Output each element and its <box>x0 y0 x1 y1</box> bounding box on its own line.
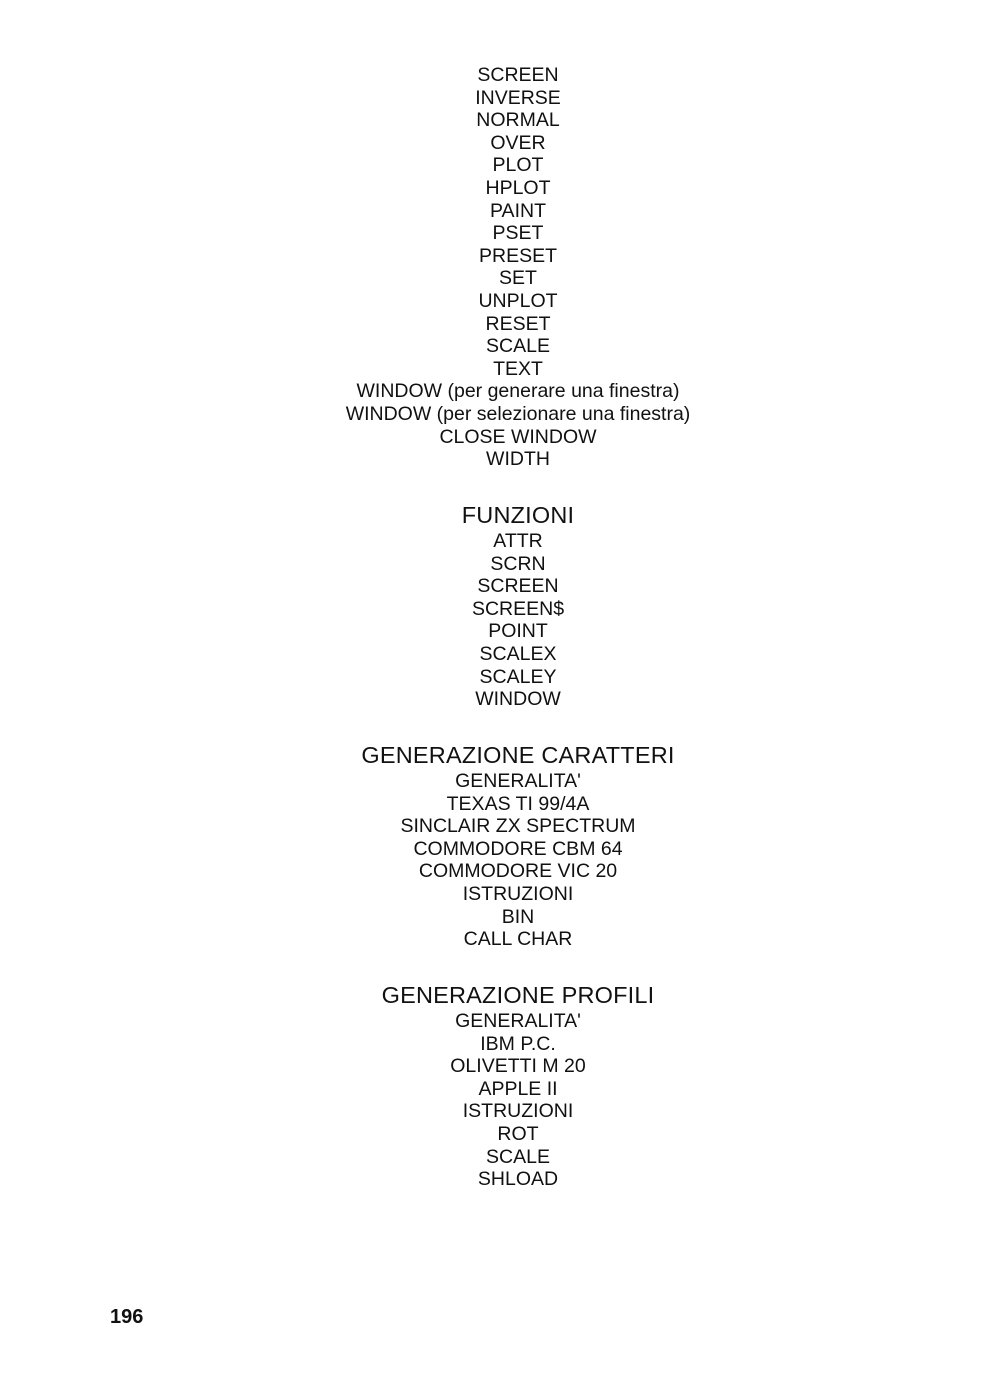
list-item: HPLOT <box>485 176 551 199</box>
list-item: TEXT <box>493 357 543 380</box>
list-item: WINDOW (per generare una finestra) <box>356 380 680 403</box>
list-item: ATTR <box>493 530 543 552</box>
list-item: SINCLAIR ZX SPECTRUM <box>400 815 636 838</box>
list-item: COMMODORE CBM 64 <box>413 837 623 860</box>
list-item: PAINT <box>490 199 546 222</box>
list-item: PRESET <box>478 244 558 267</box>
list-item: APPLE II <box>478 1077 558 1100</box>
list-item: IBM P.C. <box>480 1032 556 1055</box>
list-item: SET <box>499 267 537 290</box>
list-item: SCREEN$ <box>471 597 565 620</box>
list-item: OVER <box>490 131 546 154</box>
list-item: ROT <box>497 1122 539 1145</box>
list-item: INVERSE <box>475 86 561 109</box>
list-item: PSET <box>492 222 544 245</box>
list-item: CALL CHAR <box>463 928 573 951</box>
list-item: SCALEY <box>479 665 557 688</box>
list-item: WIDTH <box>486 448 550 471</box>
list-item: SHLOAD <box>477 1168 559 1191</box>
list-item: COMMODORE VIC 20 <box>418 860 618 883</box>
generazione-caratteri-section <box>0 740 988 951</box>
list-item: TEXAS TI 99/4A <box>446 792 590 815</box>
commands-list <box>0 64 988 471</box>
list-item: OLIVETTI M 20 <box>450 1055 586 1078</box>
list-item: SCALEX <box>479 642 557 665</box>
section-heading-generazione-profili: GENERAZIONE PROFILI <box>381 982 655 1008</box>
list-item: GENERALITA' <box>455 1010 581 1032</box>
section-heading-funzioni: FUNZIONI <box>461 502 575 528</box>
list-item: ISTRUZIONI <box>462 882 574 905</box>
funzioni-section <box>0 500 988 711</box>
list-item: SCREEN <box>477 575 559 598</box>
list-item: NORMAL <box>476 109 560 132</box>
list-item: RESET <box>485 312 551 335</box>
list-item: SCALE <box>486 1145 550 1168</box>
page-number: 196 <box>110 1306 144 1328</box>
list-item: BIN <box>501 905 535 928</box>
list-item: SCALE <box>486 335 550 358</box>
list-item: SCRN <box>490 552 546 575</box>
list-item: WINDOW (per selezionare una finestra) <box>345 402 691 425</box>
list-item: POINT <box>488 620 548 643</box>
list-item: SCREEN <box>477 64 559 86</box>
list-item: ISTRUZIONI <box>462 1100 574 1123</box>
list-item: UNPLOT <box>478 289 558 312</box>
section-heading-generazione-caratteri: GENERAZIONE CARATTERI <box>361 742 675 768</box>
list-item: WINDOW <box>475 688 561 711</box>
list-item: CLOSE WINDOW <box>439 425 597 448</box>
generazione-profili-section <box>0 980 988 1191</box>
list-item: GENERALITA' <box>455 770 581 792</box>
list-item: PLOT <box>492 154 544 177</box>
